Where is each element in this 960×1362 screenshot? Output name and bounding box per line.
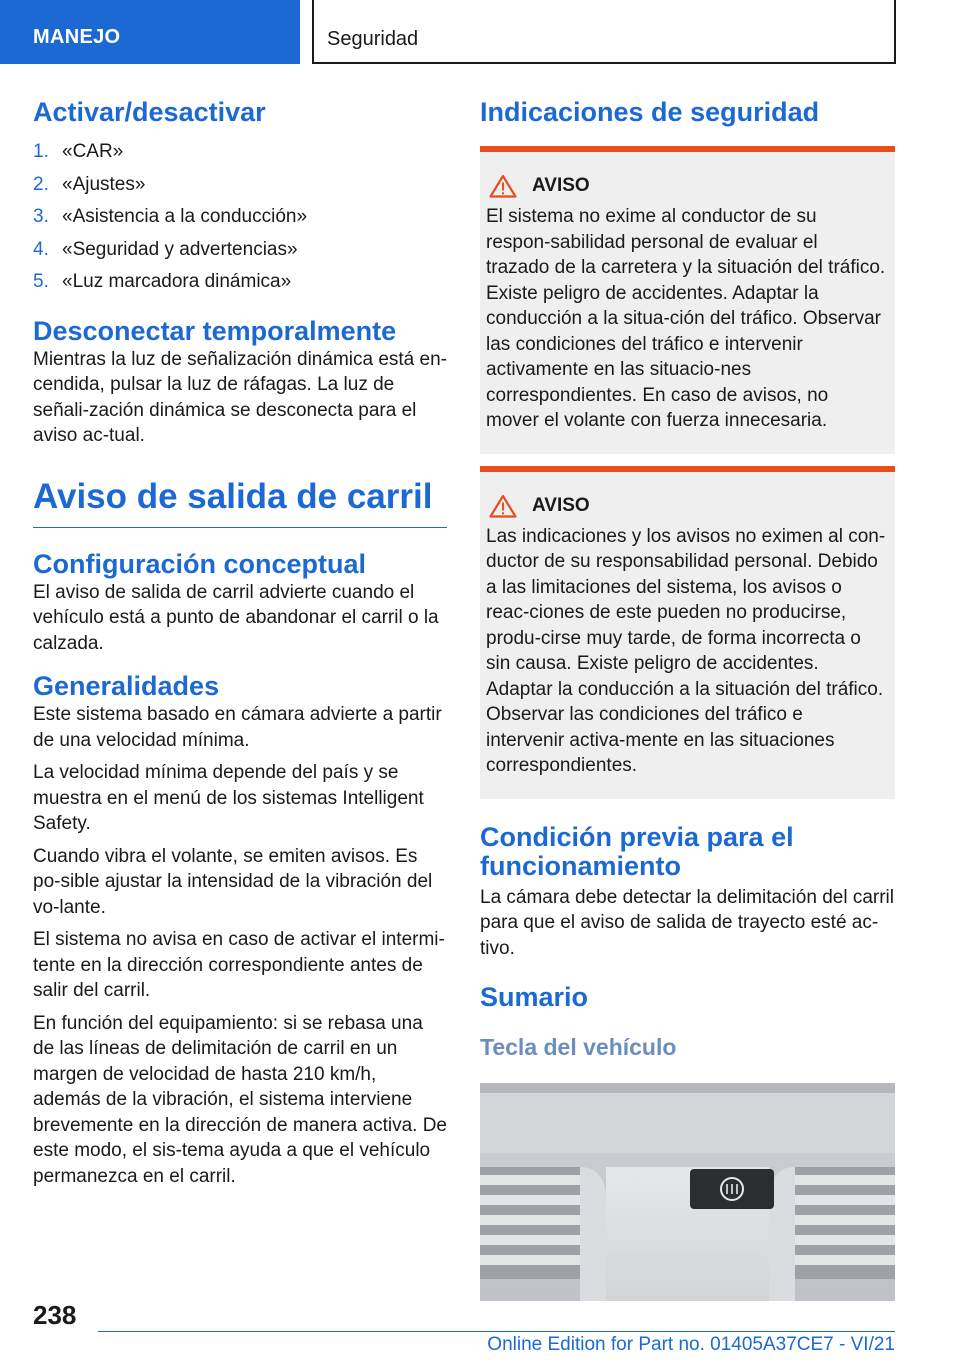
heading-safety: Indicaciones de seguridad <box>480 97 820 127</box>
paragraph-config: El aviso de salida de carril advierte cuando el vehículo está a punto de abandonar el carril o la calzada. <box>33 581 439 654</box>
heading-generalidades: Generalidades <box>33 671 220 701</box>
warning-label: AVISO <box>532 175 590 196</box>
list-item: 5. «Luz marcadora dinámica» <box>33 271 292 292</box>
vehicle-button-photo <box>480 1083 895 1301</box>
subsection-tab <box>312 0 896 64</box>
heading-key: Tecla del vehículo <box>480 1034 677 1060</box>
paragraph-general-1: Este sistema basado en cámara advierte a partir de una velocidad mínima. <box>33 704 442 751</box>
chapter-title: Aviso de salida de carril <box>33 475 447 528</box>
heading-activar: Activar/desactivar <box>33 97 266 127</box>
paragraph-precondition: La cámara debe detectar la delimitación del carril para que el aviso de salida de trayecto esté ac-tivo. <box>480 886 894 959</box>
warning-box <box>480 466 895 799</box>
footer-divider <box>98 1331 895 1332</box>
warning-triangle-icon <box>489 174 517 198</box>
left-column <box>33 96 447 1189</box>
paragraph-general-5: En función del equipamiento: si se rebasa una de las líneas de delimitación de carril en un margen de velocidad de hasta 210 km/h, además de la vibración, el sistema interviene brevemente en la dirección de manera activa. De este modo, el sis-tema ayuda a que el vehículo permanezca en el carril. <box>33 1012 448 1187</box>
warning-label: AVISO <box>532 494 590 516</box>
heading-precondition: Condición previa para el funcionamiento <box>480 821 794 881</box>
subsection-title: Seguridad <box>327 28 419 50</box>
warning-box <box>480 146 895 454</box>
section-title: MANEJO <box>33 26 121 48</box>
warning-triangle-icon <box>489 494 517 518</box>
paragraph-general-3: Cuando vibra el volante, se emiten avisos. Es po-sible ajustar la intensidad de la vibración del vo-lante. <box>33 845 433 918</box>
page-number: 238 <box>33 1300 77 1330</box>
list-item: 4. «Seguridad y advertencias» <box>33 238 298 260</box>
footer-edition: Online Edition for Part no. 01405A37CE7 - VI/21 <box>487 1334 895 1355</box>
right-column <box>480 96 895 1301</box>
steps-list <box>33 136 447 299</box>
paragraph-general-4: El sistema no avisa en caso de activar el intermi-tente en la dirección correspondiente antes de salir del carril. <box>33 929 445 1001</box>
list-item: 1. «CAR» <box>33 141 124 162</box>
dashboard-illustration <box>480 1083 895 1301</box>
heading-summary: Sumario <box>480 982 589 1012</box>
list-item: 2. «Ajustes» <box>33 173 146 195</box>
section-tab <box>0 0 300 64</box>
warning-text: El sistema no exime al conductor de su respon-sabilidad personal de evaluar el trazado de la carretera y la situación del tráfico. Existe peligro de accidentes. Adaptar la conducción a la situa-ción del tráfico. Observar las condiciones del tráfico e intervenir activamente en las situacio-nes correspondientes. En caso de avisos, no mover el volante con fuerza innecesaria. <box>486 206 886 431</box>
paragraph-desconectar: Mientras la luz de señalización dinámica está en-cendida, pulsar la luz de ráfagas. La luz de señali-zación dinámica se desconecta para el aviso ac-tual. <box>33 348 447 446</box>
heading-config: Configuración conceptual <box>33 548 367 579</box>
list-item: 3. «Asistencia a la conducción» <box>33 206 308 227</box>
paragraph-general-2: La velocidad mínima depende del país y se muestra en el menú de los sistemas Intelligent Safety. <box>33 762 424 834</box>
heading-desconectar: Desconectar temporalmente <box>33 315 397 346</box>
warning-text: Las indicaciones y los avisos no eximen al con-ductor de su responsabilidad personal. Debido a las limitaciones del sistema, los avisos o reac-ciones de este pueden no producirse, produ-cirse muy tarde, de forma incorrecta o sin causa. Existe peligro de accidentes. Adaptar la conducción a la situación del tráfico. Observar las condiciones del tráfico e intervenir activa-mente en las situaciones correspondientes. <box>486 525 886 776</box>
